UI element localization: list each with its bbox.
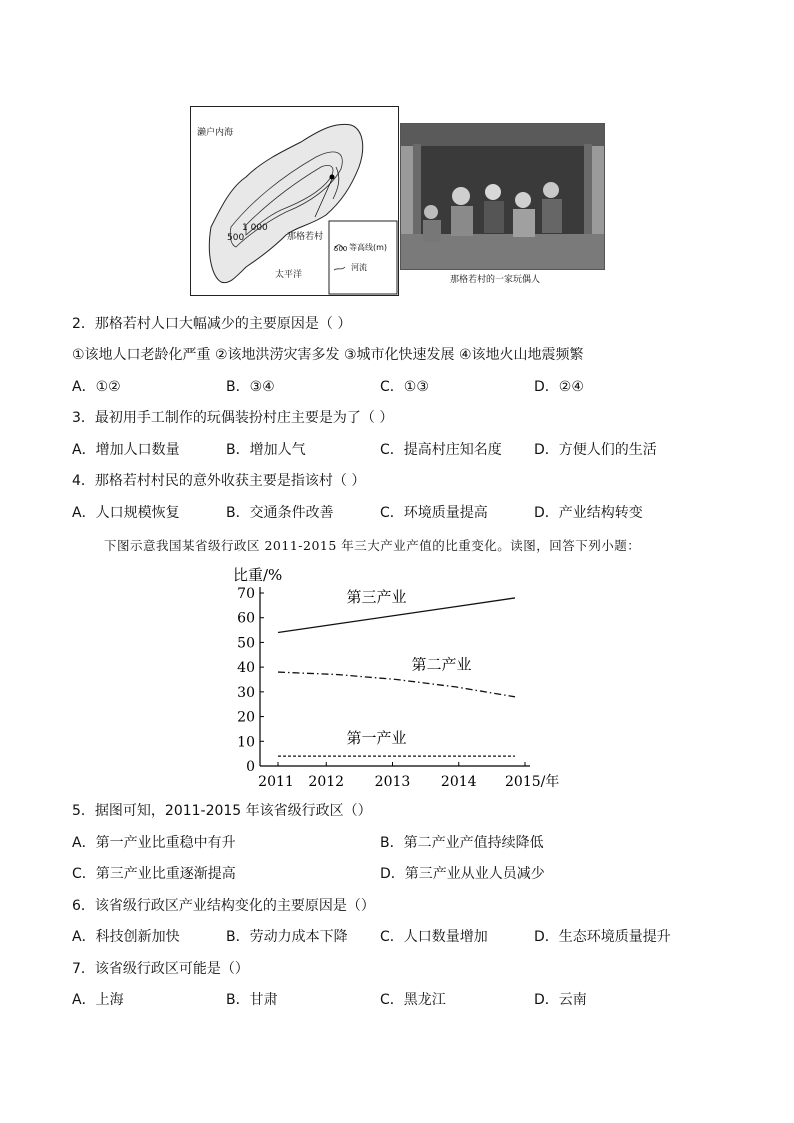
chart-intro: 下图示意我国某省级行政区 2011-2015 年三大产业产值的比重变化。读图，回答下列小题： (104, 538, 641, 553)
x-tick-label: 2014 (440, 774, 477, 790)
q7-option-a[interactable]: A．上海 (72, 992, 124, 1008)
q3-option-a[interactable]: A．增加人口数量 (72, 442, 180, 458)
q5-option-a[interactable]: A．第一产业比重稳中有升 (72, 835, 236, 851)
q7-stem: 7．该省级行政区可能是（） (72, 961, 249, 977)
q2-stem: 2．那格若村人口大幅减少的主要原因是（ ） (72, 316, 352, 332)
y-tick-label: 60 (237, 610, 255, 627)
q6-option-c[interactable]: C．人口数量增加 (380, 929, 488, 945)
q4-option-d[interactable]: D．产业结构转变 (534, 505, 643, 521)
y-tick-label: 30 (237, 684, 255, 701)
q2-option-d[interactable]: D．②④ (534, 379, 584, 395)
contour-500-label: 500 (227, 233, 245, 243)
village-photo (400, 123, 605, 270)
series-label-2: 第二产业 (411, 655, 472, 674)
q6-option-b[interactable]: B．劳动力成本下降 (226, 929, 348, 945)
q3-option-d[interactable]: D．方便人们的生活 (534, 442, 657, 458)
y-tick-label: 70 (237, 586, 255, 602)
x-tick-label: 2011 (258, 774, 294, 790)
y-axis-label: 比重/% (233, 566, 283, 584)
q3-option-c[interactable]: C．提高村庄知名度 (380, 442, 502, 458)
x-tick-label: 2012 (308, 774, 345, 790)
ocean-label: 太平洋 (275, 270, 303, 280)
village-marker (330, 175, 335, 180)
series-label-1: 第三产业 (346, 588, 407, 607)
x-tick-label: 2015/年 (505, 774, 560, 790)
legend-river-text: 河流 (351, 263, 367, 272)
y-tick-label: 50 (237, 635, 255, 652)
q3-stem: 3．最初用手工制作的玩偶装扮村庄主要是为了（ ） (72, 410, 394, 426)
photo-caption: 那格若村的一家玩偶人 (450, 275, 541, 285)
q4-option-a[interactable]: A．人口规模恢复 (72, 505, 180, 521)
contour-1000-label: 1 000 (242, 223, 268, 233)
q5-option-b[interactable]: B．第二产业产值持续降低 (380, 835, 544, 851)
q6-option-a[interactable]: A．科技创新加快 (72, 929, 180, 945)
q4-option-b[interactable]: B．交通条件改善 (226, 505, 334, 521)
photo-drawing (401, 124, 604, 269)
q7-option-c[interactable]: C．黑龙江 (380, 992, 446, 1008)
q2-option-a[interactable]: A．①② (72, 379, 121, 395)
y-tick-label: 0 (246, 759, 255, 775)
sea-label: 濑户内海 (197, 128, 234, 138)
y-tick-label: 20 (237, 709, 255, 726)
q5-stem: 5．据图可知，2011-2015 年该省级行政区（） (72, 803, 372, 819)
q5-option-c[interactable]: C．第三产业比重逐渐提高 (72, 866, 236, 882)
q7-option-d[interactable]: D．云南 (534, 992, 587, 1008)
industry-share-chart (225, 560, 565, 792)
legend-contour-text: 等高线(m) (349, 243, 388, 252)
q7-option-b[interactable]: B．甘肃 (226, 992, 278, 1008)
q2-option-c[interactable]: C．①③ (380, 379, 429, 395)
q5-option-d[interactable]: D．第三产业从业人员减少 (380, 866, 545, 882)
legend-contour-value: 500 (334, 245, 348, 253)
y-tick-label: 10 (237, 734, 255, 751)
q6-option-d[interactable]: D．生态环境质量提升 (534, 929, 671, 945)
village-map (190, 106, 399, 296)
q4-option-c[interactable]: C．环境质量提高 (380, 505, 488, 521)
q4-stem: 4．那格若村村民的意外收获主要是指该村（ ） (72, 473, 366, 489)
y-tick-label: 40 (237, 660, 255, 677)
q3-option-b[interactable]: B．增加人气 (226, 442, 306, 458)
x-tick-label: 2013 (374, 774, 411, 790)
q6-stem: 6．该省级行政区产业结构变化的主要原因是（） (72, 898, 375, 914)
q2-items: ①该地人口老龄化严重 ②该地洪涝灾害多发 ③城市化快速发展 ④该地火山地震频繁 (72, 347, 584, 363)
village-label: 那格若村 (287, 232, 324, 242)
series-line-2 (278, 672, 515, 697)
series-label-3: 第一产业 (346, 729, 407, 748)
q2-option-b[interactable]: B．③④ (226, 379, 275, 395)
